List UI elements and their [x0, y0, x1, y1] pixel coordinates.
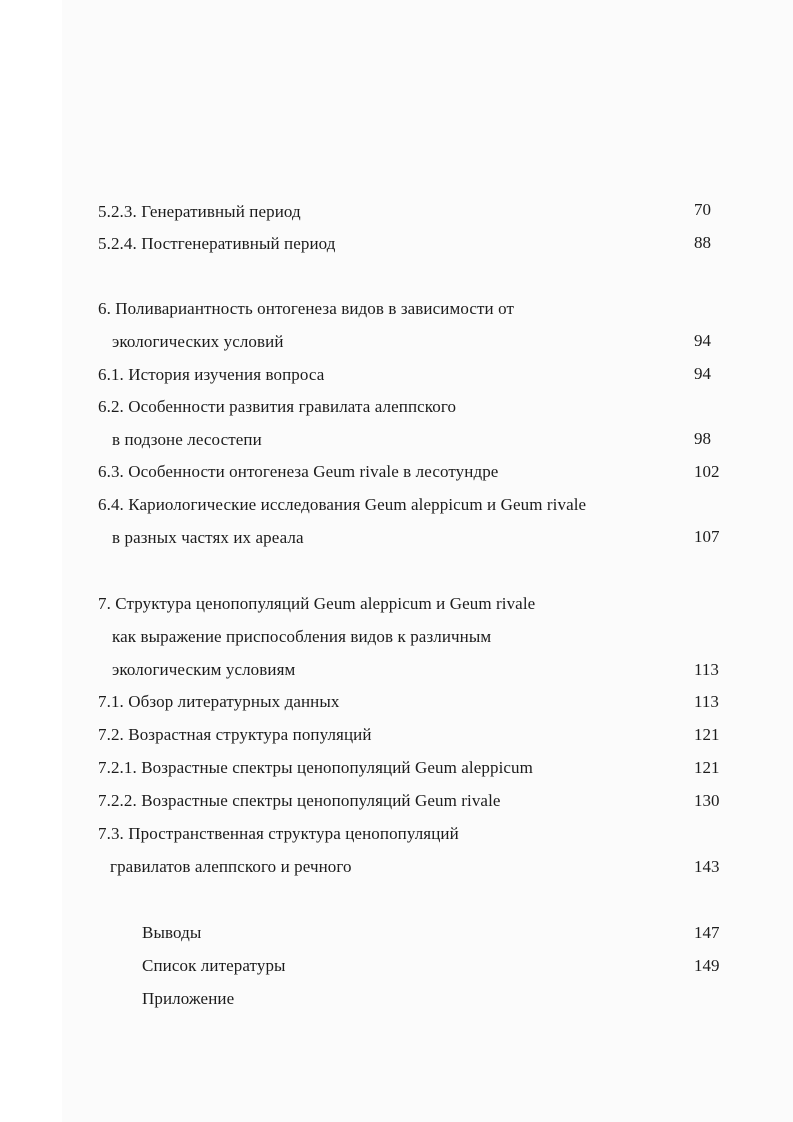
toc-entry-6-2-cont: в подзоне лесостепи — [112, 430, 262, 449]
toc-page-conclusions: 147 — [694, 923, 720, 942]
toc-page-7-2: 121 — [694, 725, 720, 744]
toc-page-6-2: 98 — [694, 429, 711, 448]
toc-page-7: 113 — [694, 660, 719, 679]
toc-page-bibliography: 149 — [694, 956, 720, 975]
toc-entry-bibliography: Список литературы — [142, 956, 286, 975]
toc-entry-6-3: 6.3. Особенности онтогенеза Geum rivale в лесотундре — [98, 462, 499, 481]
toc-entry-6: 6. Поливариантность онтогенеза видов в зависимости от — [98, 299, 514, 318]
toc-page-5-2-3: 70 — [694, 200, 711, 219]
toc-entry-7-cont-1: как выражение приспособления видов к различным — [112, 627, 492, 646]
toc-entry-7-2-1: 7.2.1. Возрастные спектры ценопопуляций Geum aleppicum — [98, 758, 533, 777]
toc-page-7-2-1: 121 — [694, 758, 720, 777]
toc-page-6: 94 — [694, 331, 711, 350]
toc-entry-6-4: 6.4. Кариологические исследования Geum aleppicum и Geum rivale — [98, 495, 587, 514]
toc-entry-5-2-3: 5.2.3. Генеративный период — [98, 202, 301, 221]
toc-page-6-4: 107 — [694, 527, 720, 546]
toc-entry-6-4-cont: в разных частях их ареала — [112, 528, 304, 547]
toc-entry-7-2: 7.2. Возрастная структура популяций — [98, 725, 372, 744]
toc-entry-5-2-4: 5.2.4. Постгенеративный период — [98, 234, 336, 253]
toc-entry-7-3: 7.3. Пространственная структура ценопопуляций — [98, 824, 459, 843]
toc-page-6-3: 102 — [694, 462, 720, 481]
toc-page-7-2-2: 130 — [694, 791, 720, 810]
toc-entry-6-1: 6.1. История изучения вопроса — [98, 365, 325, 384]
toc-page-6-1: 94 — [694, 364, 711, 383]
toc-entry-6-2: 6.2. Особенности развития гравилата алеппского — [98, 397, 457, 416]
toc-page-7-3: 143 — [694, 857, 720, 876]
toc-entry-7-3-cont: гравилатов алеппского и речного — [110, 857, 352, 876]
toc-entry-7-1: 7.1. Обзор литературных данных — [98, 692, 340, 711]
toc-page-5-2-4: 88 — [694, 233, 711, 252]
toc-entry-7-2-2: 7.2.2. Возрастные спектры ценопопуляций Geum rivale — [98, 791, 501, 810]
toc-entry-7: 7. Структура ценопопуляций Geum aleppicum и Geum rivale — [98, 594, 536, 613]
toc-page-7-1: 113 — [694, 692, 719, 711]
toc-entry-7-cont-2: экологическим условиям — [112, 660, 296, 679]
toc-entry-conclusions: Выводы — [142, 923, 202, 942]
toc-entry-6-cont: экологических условий — [112, 332, 284, 351]
toc-entry-appendix: Приложение — [142, 989, 235, 1008]
